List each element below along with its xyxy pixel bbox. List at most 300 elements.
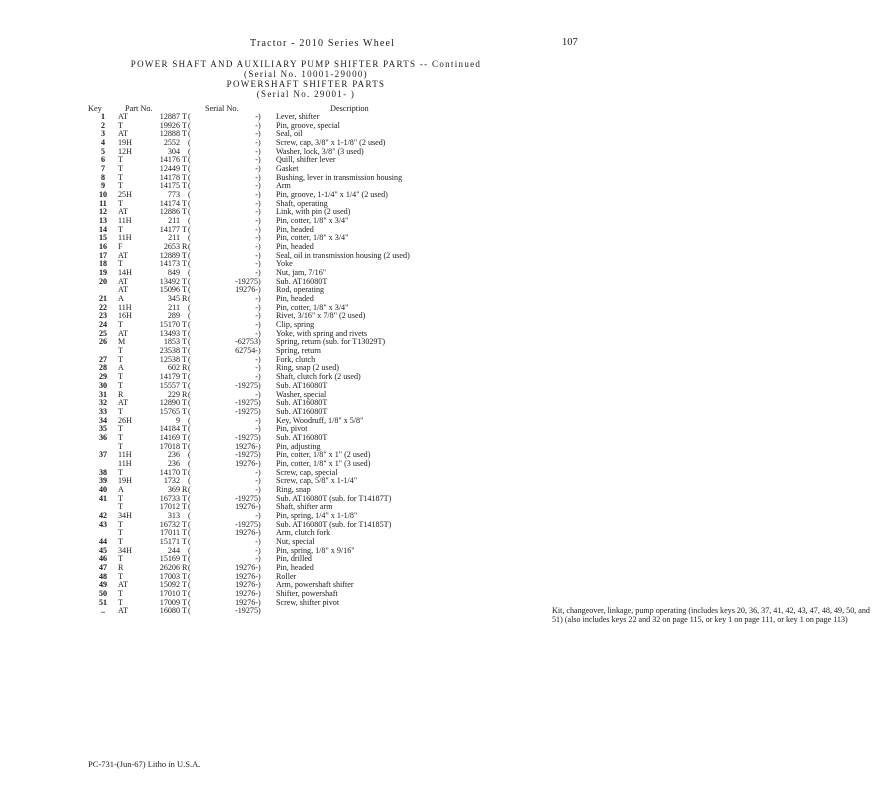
serial-number-cell: - [255,120,258,130]
description-cell: Seal, oil [276,129,303,139]
part-suffix-cell: T [182,406,187,416]
table-row [0,599,612,608]
serial-number-cell: -19275 [235,450,258,460]
key-cell: 49 [98,580,108,590]
serial-close-paren: ) [258,406,261,416]
part-number-cell: 12887 [159,112,180,121]
part-suffix-cell: T [182,112,187,121]
description-cell: Link, with pin (2 used) [276,207,351,217]
key-cell: 50 [98,588,108,598]
serial-open-paren: ( [188,571,191,581]
description-cell: Pin, spring, 1/4" x 1-1/8" [276,510,358,520]
serial-number-cell: -62753 [235,337,258,347]
part-number-cell: 14173 [159,259,180,269]
part-prefix-cell: 14H [118,268,132,278]
part-prefix-cell: 26H [118,415,132,425]
part-suffix-cell: T [182,259,187,269]
part-suffix-cell: T [182,250,187,260]
serial-close-paren: ) [258,354,261,364]
part-prefix-cell: A [118,294,124,304]
part-suffix-cell: T [182,597,187,607]
key-cell: 16 [98,242,108,252]
part-suffix-cell: T [182,155,187,165]
column-header-part-no: Part No. [125,104,153,113]
serial-open-paren: ( [188,120,191,130]
description-cell: Nut, jam, 7/16" [276,268,327,278]
part-suffix-cell: R [182,242,188,252]
part-prefix-cell: AT [118,129,128,139]
part-prefix-cell: AT [118,328,128,338]
description-cell: Roller [276,571,297,581]
serial-number-cell: - [255,372,258,382]
part-prefix-cell: 34H [118,545,132,555]
serial-number-cell: - [255,415,258,425]
serial-open-paren: ( [188,424,191,434]
part-prefix-cell: 34H [118,510,132,520]
serial-open-paren: ( [188,363,191,373]
description-cell: Pin, drilled [276,554,312,564]
part-prefix-cell: T [118,493,123,503]
part-prefix-cell: 11H [118,233,132,243]
part-number-cell: 19926 [159,120,180,130]
part-prefix-cell: T [118,164,123,174]
part-number-cell: 14170 [159,467,180,477]
serial-close-paren: ) [258,536,261,546]
part-prefix-cell: T [118,536,123,546]
part-number-cell: 17011 [160,528,180,538]
part-suffix-cell: T [182,554,187,564]
description-cell: Arm, powershaft shifter [276,580,354,590]
description-cell: Sub. AT16080T [276,276,328,286]
serial-number-cell: 19276- [235,441,258,451]
part-number-cell: 15096 [159,285,180,295]
description-cell: Ring, snap (2 used) [276,363,339,373]
serial-open-paren: ( [188,519,191,529]
part-number-cell: 12889 [159,250,180,260]
part-number-cell: 17003 [159,571,180,581]
description-cell: Screw, cap, special [276,467,338,477]
part-number-cell: 369 [167,484,180,494]
description-cell: Pin, groove, 1-1/4" x 1/4" (2 used) [276,190,388,200]
part-number-cell: 12538 [159,354,180,364]
part-suffix-cell: T [182,432,187,442]
column-header-key: Key [88,104,102,113]
part-number-cell: 211 [168,302,180,312]
part-prefix-cell: T [118,528,123,538]
description-cell: Screw, cap, 5/8" x 1-1/4" [276,476,358,486]
part-prefix-cell: 11H [118,216,132,226]
part-prefix-cell: 25H [118,190,132,200]
key-cell: 18 [98,259,108,269]
part-prefix-cell: A [118,363,124,373]
description-cell: Shaft, shifter arm [276,502,333,512]
serial-open-paren: ( [188,198,191,208]
part-prefix-cell: T [118,406,123,416]
description-cell: Washer, lock, 3/8" (3 used) [276,146,364,156]
table-row [0,174,612,183]
key-cell: 31 [98,389,108,399]
key-cell: 5 [100,146,106,156]
column-header-serial-no: Serial No. [205,104,239,113]
serial-number-cell: - [255,484,258,494]
part-prefix-cell: T [118,424,123,434]
part-number-cell: 17010 [159,588,180,598]
part-suffix-cell: T [182,207,187,217]
part-suffix-cell: R [182,363,188,373]
serial-open-paren: ( [188,346,191,356]
key-cell: 11 [99,198,107,208]
part-prefix-cell: AT [118,606,128,616]
part-number-cell: 12888 [159,129,180,139]
key-cell: 2 [100,120,106,130]
part-prefix-cell: AT [118,250,128,260]
description-cell: Pin, cotter, 1/8" x 1" (2 used) [276,450,371,460]
section-1-serial: (Serial No. 10001-29000) [244,68,368,79]
part-number-cell: 14184 [159,424,180,434]
serial-open-paren: ( [188,112,191,121]
description-cell: Pin, cotter, 1/8" x 3/4" [276,233,349,243]
description-cell: Screw, cap, 3/8" x 1-1/8" (2 used) [276,138,386,148]
key-cell: 42 [98,510,108,520]
serial-number-cell: 19276- [235,528,258,538]
part-prefix-cell: T [118,224,123,234]
description-cell: Yoke [276,259,293,269]
description-cell: Ring, snap [276,484,311,494]
part-number-cell: 849 [167,268,180,278]
serial-number-cell: 19276- [235,562,258,572]
serial-close-paren: ) [258,441,261,451]
description-cell: Pin, spring, 1/8" x 9/16" [276,545,355,555]
serial-number-cell: - [255,146,258,156]
description-cell: Fork, clutch [276,354,316,364]
part-prefix-cell: T [118,372,123,382]
table-row [0,156,612,165]
part-number-cell: 14177 [159,224,180,234]
part-number-cell: 15765 [159,406,180,416]
part-suffix-cell: R [182,294,188,304]
serial-open-paren: ( [188,545,191,555]
serial-open-paren: ( [188,580,191,590]
part-suffix-cell: T [182,164,187,174]
serial-number-cell: - [255,190,258,200]
part-prefix-cell: R [118,562,124,572]
serial-number-cell: - [255,172,258,182]
description-cell: Washer, special [276,389,327,399]
serial-open-paren: ( [188,441,191,451]
serial-close-paren: ) [258,320,261,330]
part-number-cell: 2653 [163,242,180,252]
part-prefix-cell: 11H [118,450,132,460]
serial-number-cell: 19276- [235,285,258,295]
serial-close-paren: ) [258,285,261,295]
part-suffix-cell: T [182,320,187,330]
serial-open-paren: ( [188,562,191,572]
key-cell: 51 [98,597,108,607]
serial-open-paren: ( [188,372,191,382]
serial-close-paren: ) [258,380,261,390]
description-cell: Rod, operating [276,285,325,295]
key-cell: 1 [100,112,106,121]
part-prefix-cell: 11H [118,302,132,312]
part-number-cell: 345 [167,294,180,304]
part-suffix-cell: T [182,337,187,347]
serial-open-paren: ( [188,493,191,503]
key-cell: 29 [98,372,108,382]
part-suffix-cell: R [182,389,188,399]
part-suffix-cell: T [182,372,187,382]
part-number-cell: 602 [167,363,180,373]
part-number-cell: 12890 [159,398,180,408]
serial-open-paren: ( [188,138,191,148]
description-cell: Yoke, with spring and rivets [276,328,368,338]
serial-number-cell: 19276- [235,571,258,581]
serial-number-cell: - [255,164,258,174]
part-suffix-cell: T [182,571,187,581]
part-prefix-cell: AT [118,285,128,295]
description-cell: Kit, changeover, linkage, pump operating (includes keys 20, 36, 37, 41, 42, 43, 47, 48, 49, 50, and 51) (also includes keys 22 and 32 on page 115, or key 1 on page 111, or key 1 on page 113) [552,606,870,624]
description-cell: Key, Woodruff, 1/8" x 5/8" [276,415,364,425]
serial-number-cell: - [255,181,258,191]
serial-number-cell: - [255,476,258,486]
key-cell: 41 [98,493,108,503]
part-suffix-cell: T [182,606,187,616]
serial-number-cell: -19275 [235,432,258,442]
serial-number-cell: 19276- [235,597,258,607]
serial-open-paren: ( [188,415,191,425]
serial-number-cell: - [255,233,258,243]
serial-number-cell: - [255,510,258,520]
key-cell: 7 [100,164,106,174]
part-number-cell: 14179 [159,372,180,382]
serial-number-cell: - [255,320,258,330]
serial-close-paren: ) [258,138,261,148]
key-cell: 44 [98,536,108,546]
serial-close-paren: ) [258,302,261,312]
description-cell: Pin, headed [276,294,314,304]
section-heading-2 [0,80,612,99]
serial-close-paren: ) [258,276,261,286]
serial-open-paren: ( [188,311,191,321]
description-cell: Pin, headed [276,224,314,234]
serial-open-paren: ( [188,467,191,477]
serial-open-paren: ( [188,181,191,191]
serial-open-paren: ( [188,528,191,538]
part-suffix-cell: T [182,536,187,546]
part-suffix-cell: T [182,528,187,538]
serial-close-paren: ) [258,259,261,269]
key-cell: .. [100,606,106,616]
serial-open-paren: ( [188,216,191,226]
serial-open-paren: ( [188,259,191,269]
part-prefix-cell: A [118,484,124,494]
serial-number-cell: - [255,328,258,338]
part-number-cell: 15092 [159,580,180,590]
key-cell: 48 [98,571,108,581]
serial-close-paren: ) [258,233,261,243]
serial-number-cell: -19275 [235,606,258,616]
serial-number-cell: 19276- [235,458,258,468]
key-cell: 38 [98,467,108,477]
serial-number-cell: - [255,467,258,477]
description-cell: Seal, oil in transmission housing (2 used) [276,250,410,260]
part-number-cell: 244 [167,545,180,555]
part-number-cell: 2552 [163,138,180,148]
serial-open-paren: ( [188,320,191,330]
description-cell: Gasket [276,164,299,174]
page-number: 107 [562,37,578,48]
part-prefix-cell: T [118,346,123,356]
serial-number-cell: - [255,259,258,269]
part-prefix-cell: T [118,198,123,208]
serial-open-paren: ( [188,554,191,564]
part-prefix-cell: T [118,432,123,442]
serial-close-paren: ) [258,398,261,408]
key-cell: 43 [98,519,108,529]
description-cell: Sub. AT16080T [276,398,328,408]
serial-close-paren: ) [258,545,261,555]
serial-open-paren: ( [188,285,191,295]
key-cell: 24 [98,320,108,330]
serial-close-paren: ) [258,346,261,356]
serial-open-paren: ( [188,432,191,442]
serial-number-cell: -19275 [235,398,258,408]
description-cell: Spring, return [276,346,321,356]
part-prefix-cell: T [118,519,123,529]
key-cell: 21 [98,294,108,304]
key-cell: 34 [98,415,108,425]
key-cell: 25 [98,328,108,338]
serial-close-paren: ) [258,597,261,607]
part-prefix-cell: M [118,337,126,347]
serial-open-paren: ( [188,302,191,312]
part-number-cell: 1853 [163,337,180,347]
serial-open-paren: ( [188,328,191,338]
part-number-cell: 14175 [159,181,180,191]
part-suffix-cell: R [182,562,188,572]
description-cell: Sub. AT16080T (sub. for T14185T) [276,519,392,529]
serial-open-paren: ( [188,450,191,460]
serial-open-paren: ( [188,458,191,468]
serial-close-paren: ) [258,328,261,338]
serial-close-paren: ) [258,571,261,581]
serial-close-paren: ) [258,172,261,182]
serial-close-paren: ) [258,146,261,156]
description-cell: Quill, shifter lever [276,155,336,165]
part-suffix-cell: T [182,120,187,130]
key-cell: 35 [98,424,108,434]
serial-open-paren: ( [188,172,191,182]
serial-open-paren: ( [188,398,191,408]
part-prefix-cell: F [118,242,123,252]
serial-open-paren: ( [188,354,191,364]
serial-open-paren: ( [188,536,191,546]
part-number-cell: 26206 [159,562,180,572]
part-number-cell: 236 [167,450,180,460]
part-prefix-cell: T [118,597,123,607]
key-cell: 8 [100,172,106,182]
description-cell: Sub. AT16080T [276,432,328,442]
serial-open-paren: ( [188,155,191,165]
serial-open-paren: ( [188,502,191,512]
serial-open-paren: ( [188,190,191,200]
serial-close-paren: ) [258,250,261,260]
key-cell: 47 [98,562,108,572]
description-cell: Bushing, lever in transmission housing [276,172,403,182]
key-cell: 20 [98,276,108,286]
table-row [0,606,870,624]
part-suffix-cell: T [182,346,187,356]
part-number-cell: 15169 [159,554,180,564]
description-cell: Pin, pivot [276,424,308,434]
description-cell: Rivet, 3/16" x 7/8" (2 used) [276,311,366,321]
part-number-cell: 211 [168,233,180,243]
key-cell: 40 [98,484,108,494]
serial-number-cell: -19275 [235,519,258,529]
serial-close-paren: ) [258,112,261,121]
part-prefix-cell: T [118,554,123,564]
description-cell: Shaft, operating [276,198,328,208]
part-suffix-cell: T [182,493,187,503]
key-cell: 23 [98,311,108,321]
serial-close-paren: ) [258,224,261,234]
part-prefix-cell: AT [118,276,128,286]
part-number-cell: 1732 [163,476,180,486]
column-header-description: Description [330,104,369,113]
serial-number-cell: -19275 [235,493,258,503]
key-cell: 26 [98,337,108,347]
serial-number-cell: -19275 [235,380,258,390]
table-row [0,122,612,131]
part-suffix-cell: T [182,380,187,390]
serial-number-cell: 19276- [235,502,258,512]
serial-close-paren: ) [258,562,261,572]
serial-close-paren: ) [258,155,261,165]
section-1-title: POWER SHAFT AND AUXILIARY PUMP SHIFTER PARTS -- Continued [130,59,482,69]
serial-open-paren: ( [188,242,191,252]
serial-close-paren: ) [258,502,261,512]
serial-open-paren: ( [188,597,191,607]
part-number-cell: 211 [168,216,180,226]
description-cell: Pin, adjusting [276,441,321,451]
table-row [0,564,612,573]
serial-number-cell: 19276- [235,580,258,590]
serial-close-paren: ) [258,129,261,139]
key-cell: 33 [98,406,108,416]
part-number-cell: 12449 [159,164,180,174]
serial-close-paren: ) [258,363,261,373]
serial-close-paren: ) [258,242,261,252]
serial-open-paren: ( [188,276,191,286]
part-number-cell: 17018 [159,441,180,451]
description-cell: Clip, spring [276,320,315,330]
serial-number-cell: - [255,224,258,234]
key-cell: 3 [100,129,106,139]
part-suffix-cell: T [182,588,187,598]
part-suffix-cell: T [182,172,187,182]
part-prefix-cell: T [118,502,123,512]
part-prefix-cell: T [118,588,123,598]
description-cell: Shaft, clutch fork (2 used) [276,372,361,382]
serial-close-paren: ) [258,181,261,191]
serial-close-paren: ) [258,588,261,598]
key-cell: 12 [98,207,108,217]
serial-number-cell: - [255,250,258,260]
part-prefix-cell: AT [118,580,128,590]
serial-number-cell: - [255,545,258,555]
part-number-cell: 9 [175,415,180,425]
part-prefix-cell: T [118,441,123,451]
key-cell: 46 [98,554,108,564]
